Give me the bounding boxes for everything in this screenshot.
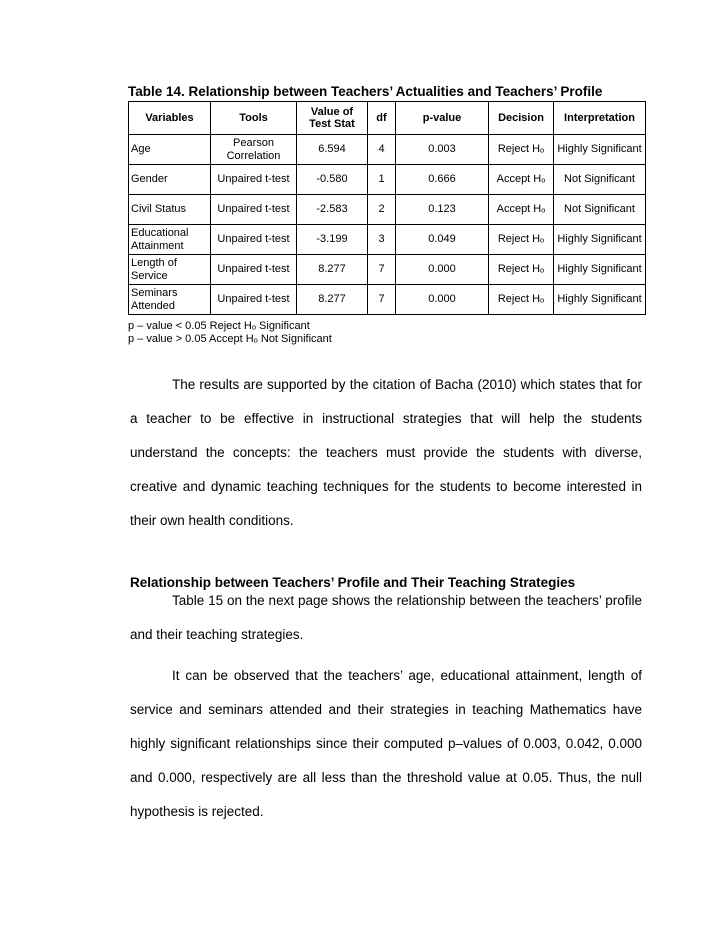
col-header-pvalue: p-value [396,102,489,135]
cell-value: -3.199 [297,225,368,255]
cell-decision: Reject Hₒ [489,285,554,315]
cell-value: 8.277 [297,285,368,315]
cell-value: 8.277 [297,255,368,285]
cell-df: 4 [368,135,396,165]
relationship-table [128,101,646,315]
section-heading: Relationship between Teachers’ Profile and Their Teaching Strategies [130,575,576,590]
cell-interpretation: Not Significant [554,195,646,225]
cell-variable: Educational Attainment [129,225,211,255]
paragraph-citation-text: The results are supported by the citation of Bacha (2010) which states that for a teacher to be effective in instructional strategies that will help the students understand the concepts: the teachers must provide the students with diverse, creative and dynamic teaching techniques for the students to become interested in their own health conditions. [130,377,642,528]
note-accept: p – value > 0.05 Accept Hₒ Not Significant [128,333,332,345]
table-title: Table 14. Relationship between Teachers’ Actualities and Teachers’ Profile [128,84,603,99]
col-header-tools: Tools [211,102,297,135]
cell-interpretation: Not Significant [554,165,646,195]
cell-variable: Seminars Attended [129,285,211,315]
col-header-variables: Variables [129,102,211,135]
table-row [129,255,646,285]
table-row [129,225,646,255]
cell-pvalue: 0.000 [396,255,489,285]
cell-df: 1 [368,165,396,195]
table-row [129,135,646,165]
table-row [129,195,646,225]
cell-tool: Unpaired t-test [211,195,297,225]
cell-decision: Reject Hₒ [489,135,554,165]
cell-variable: Age [129,135,211,165]
cell-tool: Pearson Correlation [211,135,297,165]
table-notes [128,320,332,346]
cell-df: 7 [368,285,396,315]
cell-pvalue: 0.003 [396,135,489,165]
cell-df: 3 [368,225,396,255]
cell-variable: Civil Status [129,195,211,225]
cell-tool: Unpaired t-test [211,255,297,285]
cell-interpretation: Highly Significant [554,255,646,285]
table-row [129,165,646,195]
col-header-df: df [368,102,396,135]
cell-value: -2.583 [297,195,368,225]
cell-interpretation: Highly Significant [554,135,646,165]
col-header-decision: Decision [489,102,554,135]
cell-interpretation: Highly Significant [554,285,646,315]
cell-variable: Length of Service [129,255,211,285]
cell-decision: Accept Hₒ [489,165,554,195]
cell-tool: Unpaired t-test [211,285,297,315]
cell-interpretation: Highly Significant [554,225,646,255]
paragraph-findings-text: It can be observed that the teachers’ age, educational attainment, length of service and seminars attended and their strategies in teaching Mathematics have highly significant relationships since their computed p–values of 0.003, 0.042, 0.000 and 0.000, respectively are all less than the threshold value at 0.05. Thus, the null hypothesis is rejected. [130,668,642,819]
paragraph-intro [130,584,642,652]
cell-value: -0.580 [297,165,368,195]
cell-decision: Reject Hₒ [489,255,554,285]
paragraph-citation [130,368,642,538]
cell-pvalue: 0.123 [396,195,489,225]
paragraph-findings [130,659,642,829]
col-header-value: Value of Test Stat [297,102,368,135]
cell-decision: Accept Hₒ [489,195,554,225]
cell-pvalue: 0.000 [396,285,489,315]
cell-value: 6.594 [297,135,368,165]
cell-decision: Reject Hₒ [489,225,554,255]
cell-df: 2 [368,195,396,225]
cell-tool: Unpaired t-test [211,225,297,255]
col-header-interpretation: Interpretation [554,102,646,135]
table-row [129,285,646,315]
paragraph-intro-text: Table 15 on the next page shows the relationship between the teachers’ profile and their teaching strategies. [130,593,642,642]
cell-tool: Unpaired t-test [211,165,297,195]
cell-pvalue: 0.049 [396,225,489,255]
cell-variable: Gender [129,165,211,195]
cell-pvalue: 0.666 [396,165,489,195]
table-header-row [129,102,646,135]
note-reject: p – value < 0.05 Reject Hₒ Significant [128,320,310,332]
cell-df: 7 [368,255,396,285]
